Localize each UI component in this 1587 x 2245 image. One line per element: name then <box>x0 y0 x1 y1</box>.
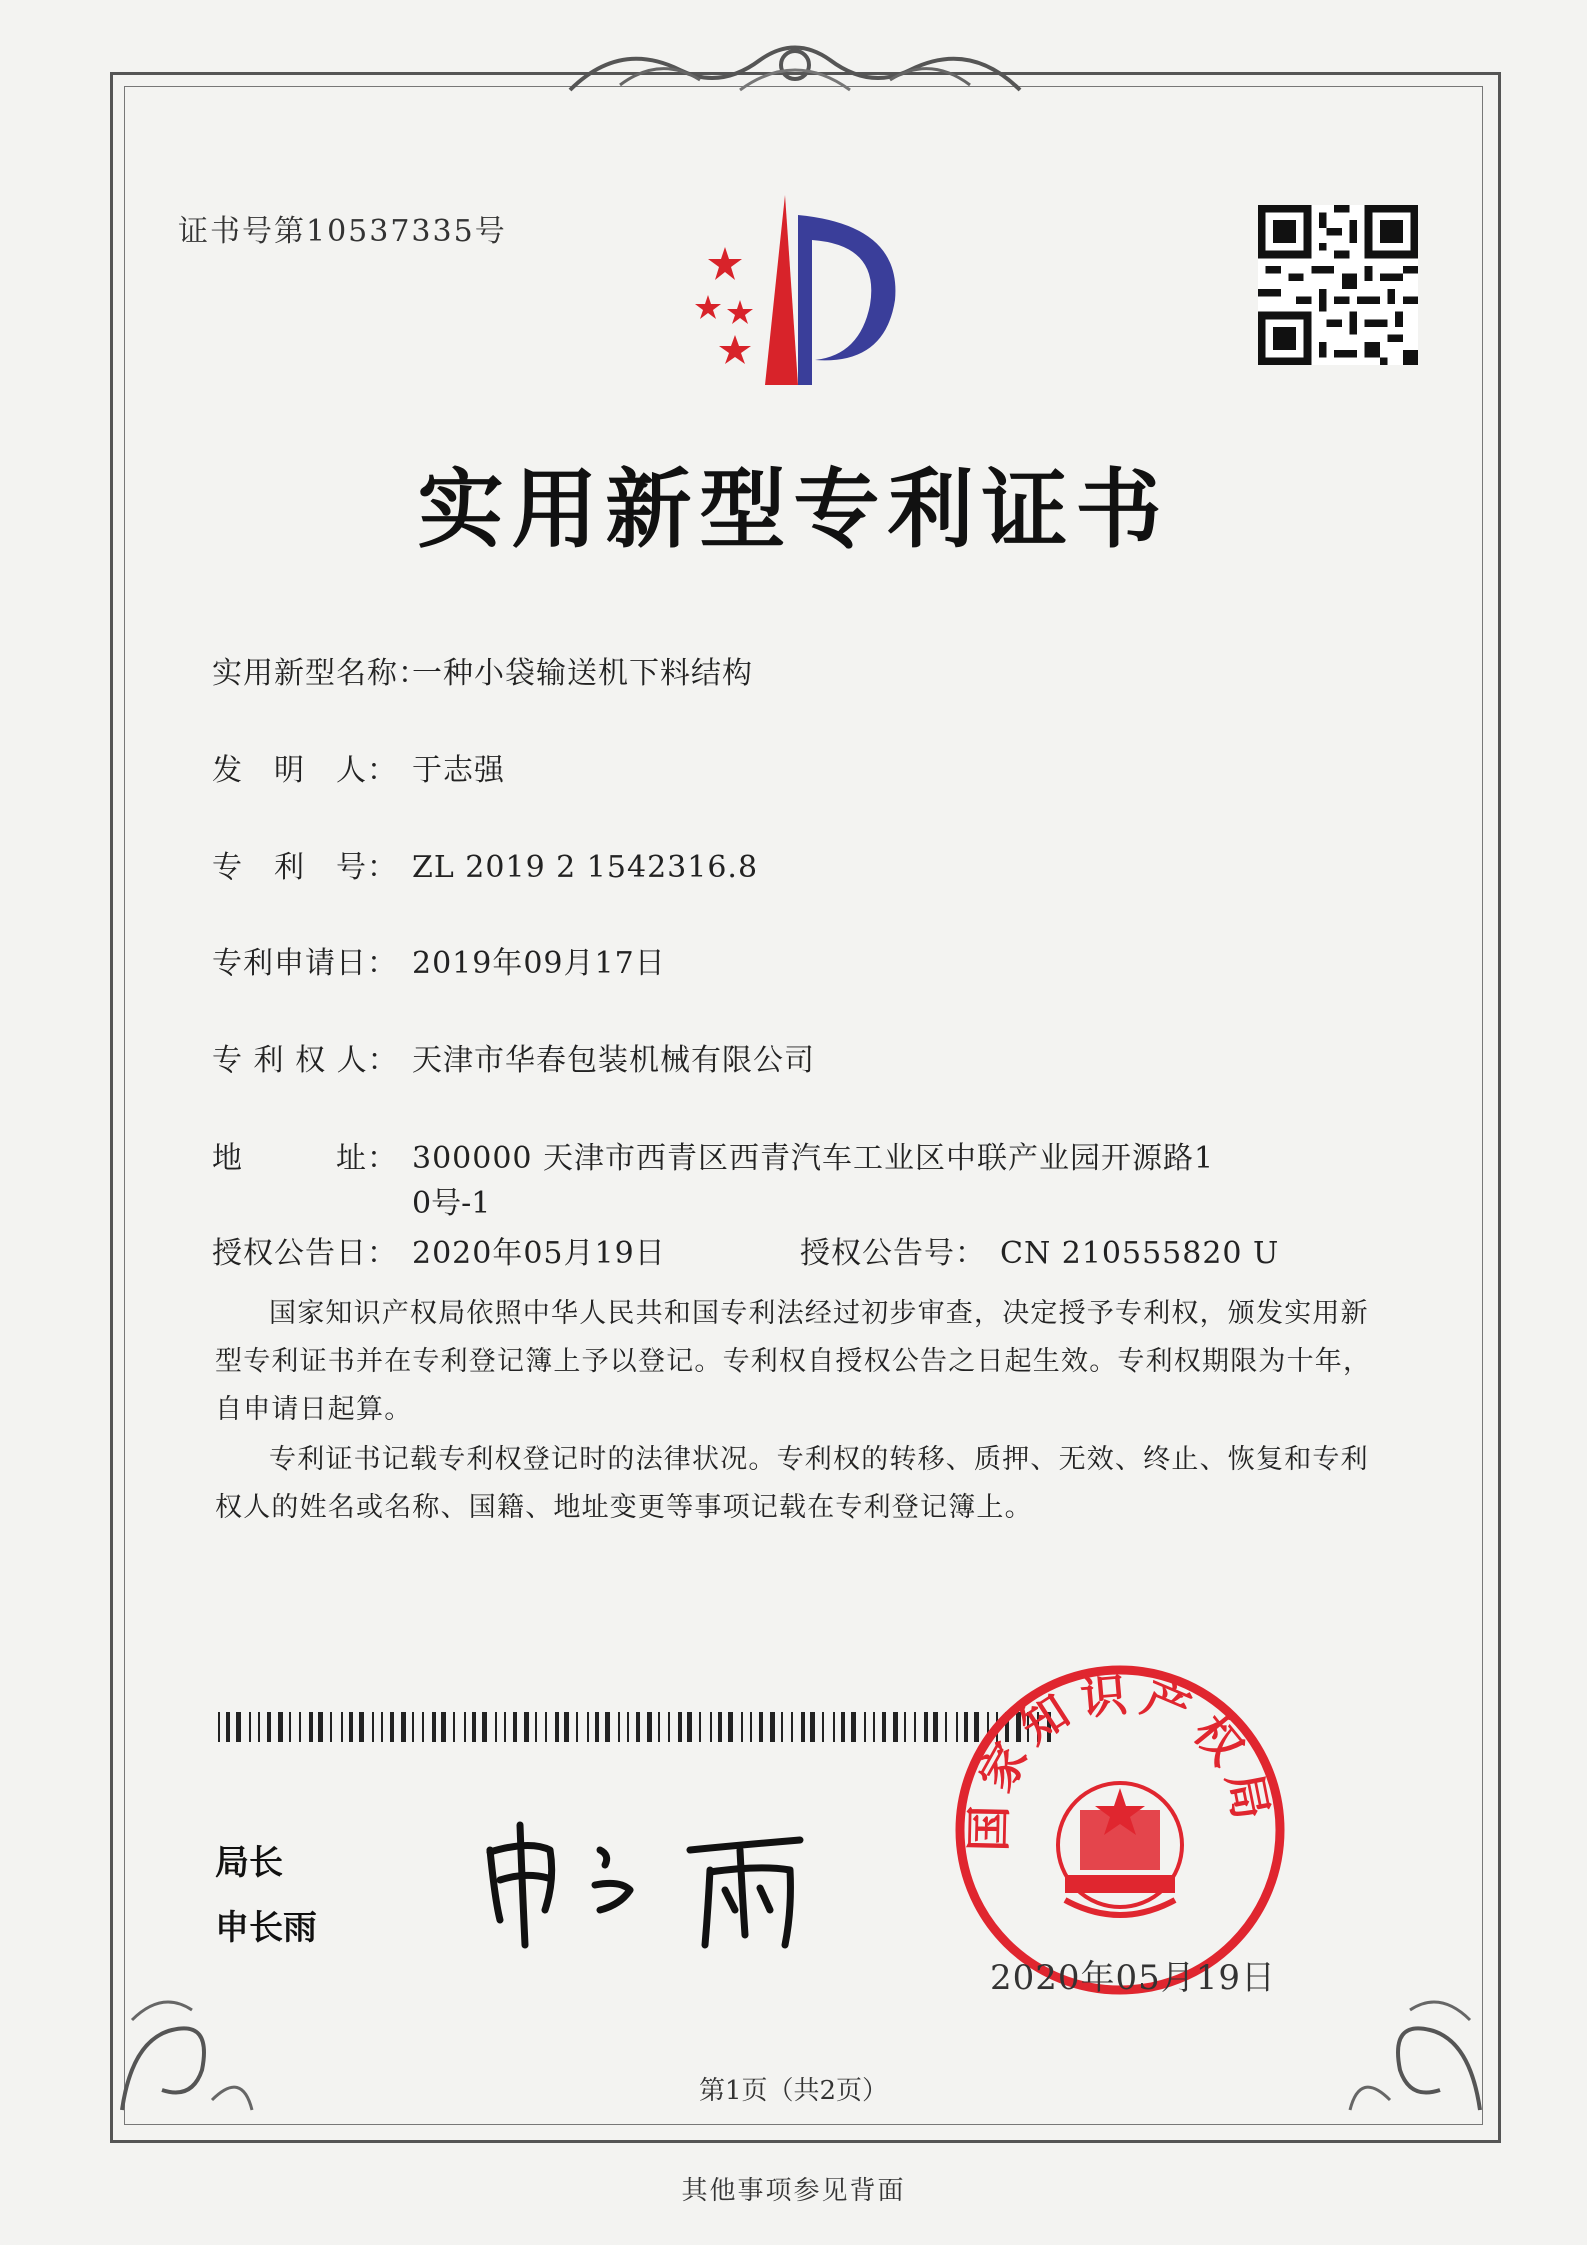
field-label: 授权公告日： <box>212 1236 398 1271</box>
field-address-line2: 0号-1 <box>412 1186 491 1221</box>
qr-code-icon <box>1258 205 1418 365</box>
field-value: 2020年05月19日 <box>412 1236 666 1271</box>
signature-icon <box>470 1810 830 1950</box>
barcode-icon <box>218 1712 1058 1742</box>
field-value: ZL 2019 2 1542316.8 <box>412 850 759 885</box>
field-label: 专 利 权 人： <box>212 1043 399 1078</box>
field-utility-model-name <box>212 648 753 692</box>
field-patent-number <box>212 842 758 886</box>
page-number: 第1页（共2页） <box>698 2076 889 2106</box>
field-address <box>212 1133 1214 1177</box>
patent-office-emblem-icon <box>680 185 920 395</box>
seal-date: 2020年05月19日 <box>990 1958 1277 1998</box>
field-label: 实用新型名称： <box>212 656 429 691</box>
legal-paragraph-2: 专利证书记载专利权登记时的法律状况。专利权的转移、质押、无效、终止、恢复和专利权人的姓名或名称、国籍、地址变更等事项记载在专利登记簿上。 <box>215 1444 1369 1523</box>
field-grant-date <box>212 1228 666 1272</box>
field-label: 专 利 号： <box>212 850 398 885</box>
field-label: 地 址： <box>212 1141 398 1176</box>
footer-note: 其他事项参见背面 <box>681 2176 906 2206</box>
director-name: 申长雨 <box>215 1908 317 1948</box>
field-value: 300000 天津市西青区西青汽车工业区中联产业园开源路1 <box>412 1141 1215 1176</box>
field-value: 2019年09月17日 <box>412 946 666 981</box>
field-label: 发 明 人： <box>212 753 398 788</box>
field-value: 天津市华春包装机械有限公司 <box>412 1043 815 1078</box>
legal-paragraph-1: 国家知识产权局依照中华人民共和国专利法经过初步审查，决定授予专利权，颁发实用新型专利证书并在专利登记簿上予以登记。专利权自授权公告之日起生效。专利权期限为十年，自申请日起算。 <box>215 1298 1372 1425</box>
field-value: 于志强 <box>412 753 505 788</box>
seal-org-text: 国家知识产权局 <box>961 1666 1281 1853</box>
field-label: 授权公告号： <box>800 1236 986 1271</box>
field-grant-number <box>800 1228 1279 1272</box>
field-value: CN 210555820 U <box>1000 1236 1280 1271</box>
official-seal-icon <box>950 1660 1290 2000</box>
field-patentee <box>212 1035 815 1079</box>
certificate-title: 实用新型专利证书 <box>417 460 1170 560</box>
field-value: 一种小袋输送机下料结构 <box>412 656 753 691</box>
director-title: 局长 <box>215 1843 283 1883</box>
field-filing-date <box>212 938 666 982</box>
field-inventor <box>212 745 505 789</box>
field-label: 专利申请日： <box>212 946 398 981</box>
top-ornament-icon <box>560 30 1030 110</box>
certificate-number: 证书号第10537335号 <box>178 214 507 249</box>
